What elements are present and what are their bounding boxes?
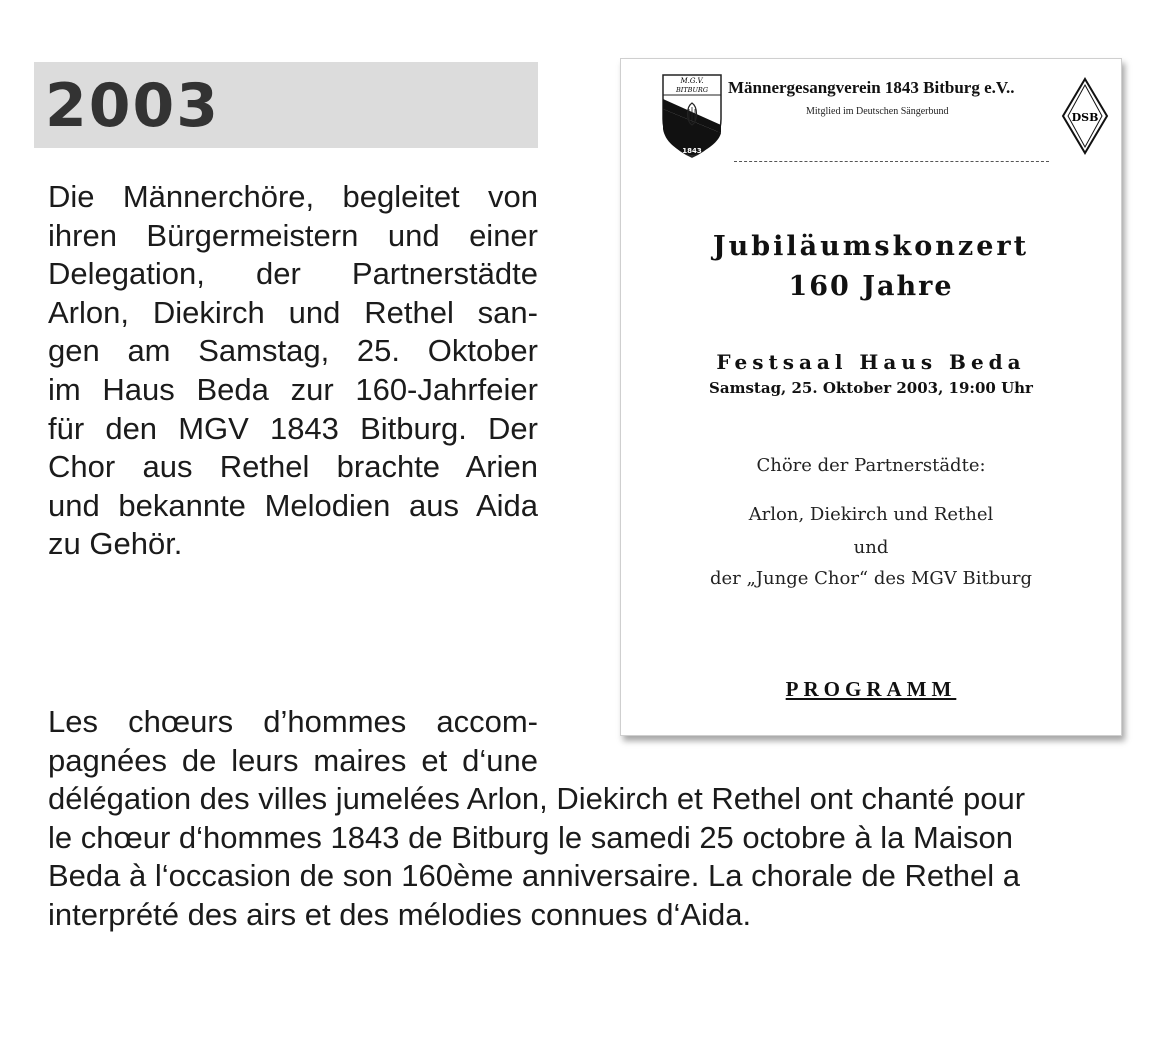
text-line: interprété des airs et des mélodies connues d‘Aida. (48, 896, 752, 932)
young-choir: der „Junge Chor“ des MGV Bitburg (710, 568, 1032, 589)
french-paragraph (48, 703, 1128, 935)
and-text: und (853, 537, 889, 558)
logo-town: BITBURG (675, 86, 709, 94)
venue: Festsaal Haus Beda (716, 350, 1026, 374)
logo-year: 1843 (682, 147, 702, 155)
dsb-emblem-icon (1061, 77, 1109, 155)
emblem-text: DSB (1071, 111, 1099, 124)
logo-abbrev: M.G.V. (680, 77, 704, 85)
text-line: für den MGV 1843 Bitburg. Der (48, 410, 538, 446)
date-time: Samstag, 25. Oktober 2003, 19:00 Uhr (709, 379, 1033, 397)
text-line: Arlon, Diekirch und Rethel san- (48, 294, 538, 330)
text-line: Les chœurs d’hommes accom- (48, 704, 538, 739)
german-paragraph (48, 178, 538, 564)
text-line: Chor aus Rethel brachte Arien (48, 449, 538, 485)
text-line: Die Männerchöre, begleitet von (48, 179, 538, 214)
text-line: zu Gehör. (48, 526, 183, 562)
choirs-heading: Chöre der Partnerstädte: (756, 455, 986, 476)
text-line: ihren Bürgermeistern und einer (48, 217, 538, 253)
org-subtitle: Mitglied im Deutschen Sängerbund (806, 106, 949, 117)
org-name: Männergesangverein 1843 Bitburg e.V.. (728, 78, 1015, 97)
text-line: im Haus Beda zur 160-Jahrfeier (48, 371, 538, 407)
program-title: Jubiläumskonzert (712, 231, 1030, 262)
choirs-list: Arlon, Diekirch und Rethel (748, 504, 994, 525)
year-heading: 2003 (45, 71, 220, 141)
text-line: délégation des villes jumelées Arlon, Diekirch et Rethel ont chanté pour (48, 781, 1026, 817)
programm-heading: PROGRAMM (785, 677, 957, 701)
text-line: Delegation, der Partnerstädte (48, 256, 538, 292)
text-line: Beda à l‘occasion de son 160ème anniversaire. La chorale de Rethel a (48, 858, 1020, 894)
text-line: gen am Samstag, 25. Oktober (48, 333, 538, 369)
text-line: und bekannte Melodien aus Aida (48, 487, 538, 523)
text-line: le chœur d‘hommes 1843 de Bitburg le samedi 25 octobre à la Maison (48, 819, 1013, 855)
divider (734, 161, 1049, 162)
program-subtitle: 160 Jahre (788, 271, 954, 302)
mgv-shield-logo (661, 73, 723, 159)
concert-program-card (620, 58, 1122, 736)
text-line: pagnées de leurs maires et d‘une (48, 742, 538, 778)
